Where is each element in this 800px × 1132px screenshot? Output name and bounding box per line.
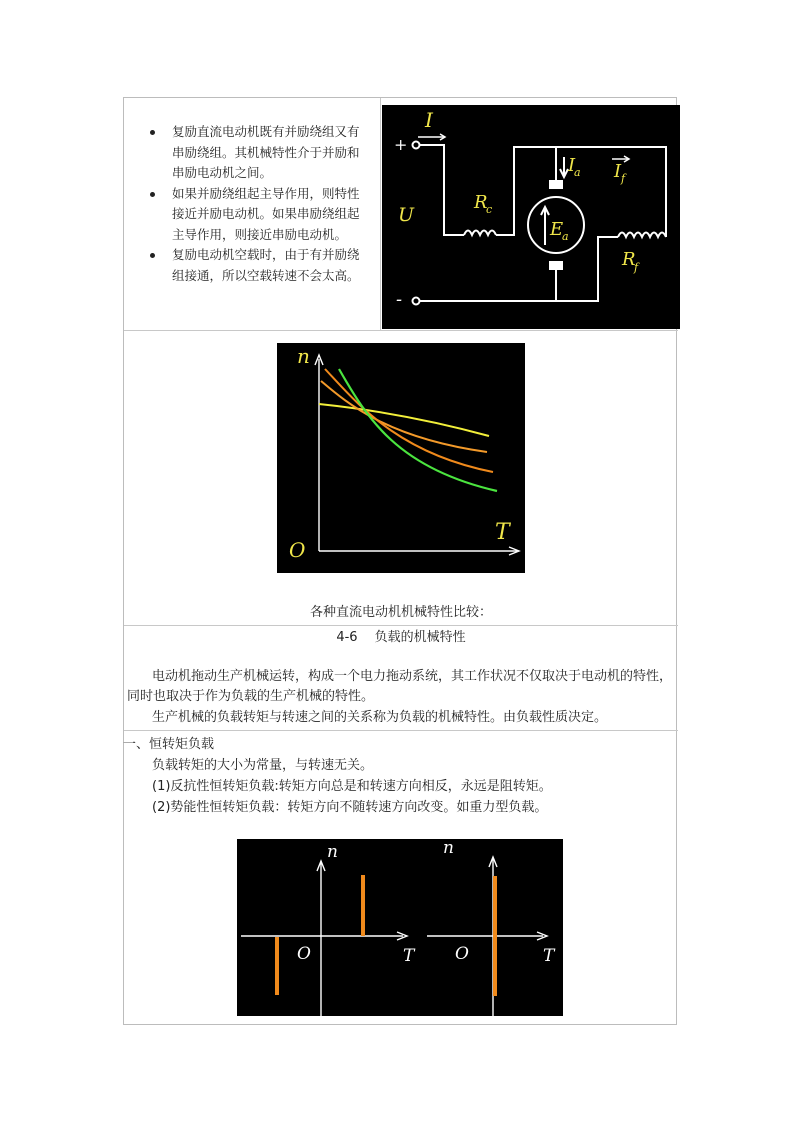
bullet-dot-icon — [150, 130, 155, 135]
potential-load-bar — [493, 876, 497, 996]
compound-motor-text-cell — [124, 98, 381, 331]
bullet-line: 串励电动机之间。 — [172, 165, 273, 180]
paragraph-line: 电动机拖动生产机械运转，构成一个电力拖动系统，其工作状况不仅取决于电动机的特性， — [152, 669, 673, 684]
bullet-line: 串励绕组。其机械特性介于并励和 — [172, 144, 360, 160]
subsection-heading: 一、恒转矩负载 — [123, 737, 215, 752]
paragraph-line: 负载转矩的大小为常量，与转速无关。 — [152, 758, 374, 773]
chart-background — [277, 343, 525, 573]
document-table — [123, 97, 677, 1025]
if-label: I — [614, 161, 622, 182]
paragraph-line: (2)势能性恒转矩负载：转矩方向不随转速方向改变。如重力型负载。 — [152, 800, 548, 815]
right-y-axis-label: n — [443, 839, 454, 858]
paragraph-line: 生产机械的负载转矩与转速之间的关系称为负载的机械特性。由负载性质决定。 — [152, 710, 608, 725]
brush-icon — [550, 181, 562, 188]
paragraph-line: (1)反抗性恒转矩负载:转矩方向总是和转速方向相反，永远是阻转矩。 — [152, 779, 552, 794]
rf-label: R — [622, 249, 636, 270]
current-label: I — [425, 108, 433, 132]
bullet-line: 接近并励电动机。如果串励绕组起 — [172, 206, 360, 221]
x-axis-label: T — [495, 520, 510, 545]
reactive-load-bar-positive — [361, 875, 365, 936]
bullet-item — [124, 184, 380, 246]
y-axis-label: n — [297, 344, 310, 368]
ia-label: I — [568, 155, 576, 176]
left-x-axis-label: T — [403, 946, 415, 966]
right-x-axis-label: T — [543, 946, 555, 966]
if-subscript: f — [621, 172, 626, 185]
load-characteristics-cell — [124, 625, 678, 731]
rf-subscript: f — [634, 261, 639, 274]
minus-sign: - — [396, 289, 403, 310]
reactive-load-bar-negative — [275, 937, 279, 995]
left-y-axis-label: n — [327, 842, 338, 862]
rc-label: R — [474, 192, 488, 213]
rc-subscript: c — [486, 203, 493, 216]
bullet-item — [124, 245, 380, 286]
bullet-line: 如果并励绕组起主导作用，则特性 — [172, 185, 360, 201]
circuit-background — [382, 105, 680, 329]
bullet-line: 复励电动机空载时，由于有并励绕 — [172, 247, 360, 262]
compound-motor-bullet-list — [124, 122, 380, 286]
ea-subscript: a — [562, 230, 569, 243]
bullet-dot-icon — [150, 253, 155, 258]
constant-torque-cell — [124, 730, 678, 1026]
ea-label: E — [550, 219, 564, 240]
bullet-dot-icon — [150, 192, 155, 197]
chart-background — [237, 839, 563, 1016]
section-heading: 4-6 负载的机械特性 — [336, 630, 466, 645]
characteristic-chart-cell — [124, 330, 678, 626]
origin-label: O — [289, 538, 306, 562]
compound-motor-circuit-diagram — [382, 105, 680, 329]
bullet-line: 主导作用，则接近串励电动机。 — [172, 226, 348, 242]
right-origin-label: O — [455, 944, 469, 964]
chart-caption: 各种直流电动机机械特性比较： — [309, 605, 492, 620]
paragraph-line: 同时也取决于作为负载的生产机械的特性。 — [127, 689, 375, 704]
left-origin-label: O — [297, 944, 311, 964]
bullet-line: 复励直流电动机既有并励绕组又有 — [172, 124, 360, 139]
mechanical-characteristics-chart — [277, 343, 525, 573]
ia-subscript: a — [574, 166, 581, 179]
bullet-line: 组接通，所以空载转速不会太高。 — [172, 267, 360, 283]
plus-sign: + — [394, 135, 408, 154]
brush-icon — [550, 262, 562, 269]
voltage-label: U — [398, 204, 415, 226]
bullet-item — [124, 122, 380, 184]
constant-torque-charts — [237, 839, 563, 1016]
circuit-cell — [380, 98, 678, 331]
